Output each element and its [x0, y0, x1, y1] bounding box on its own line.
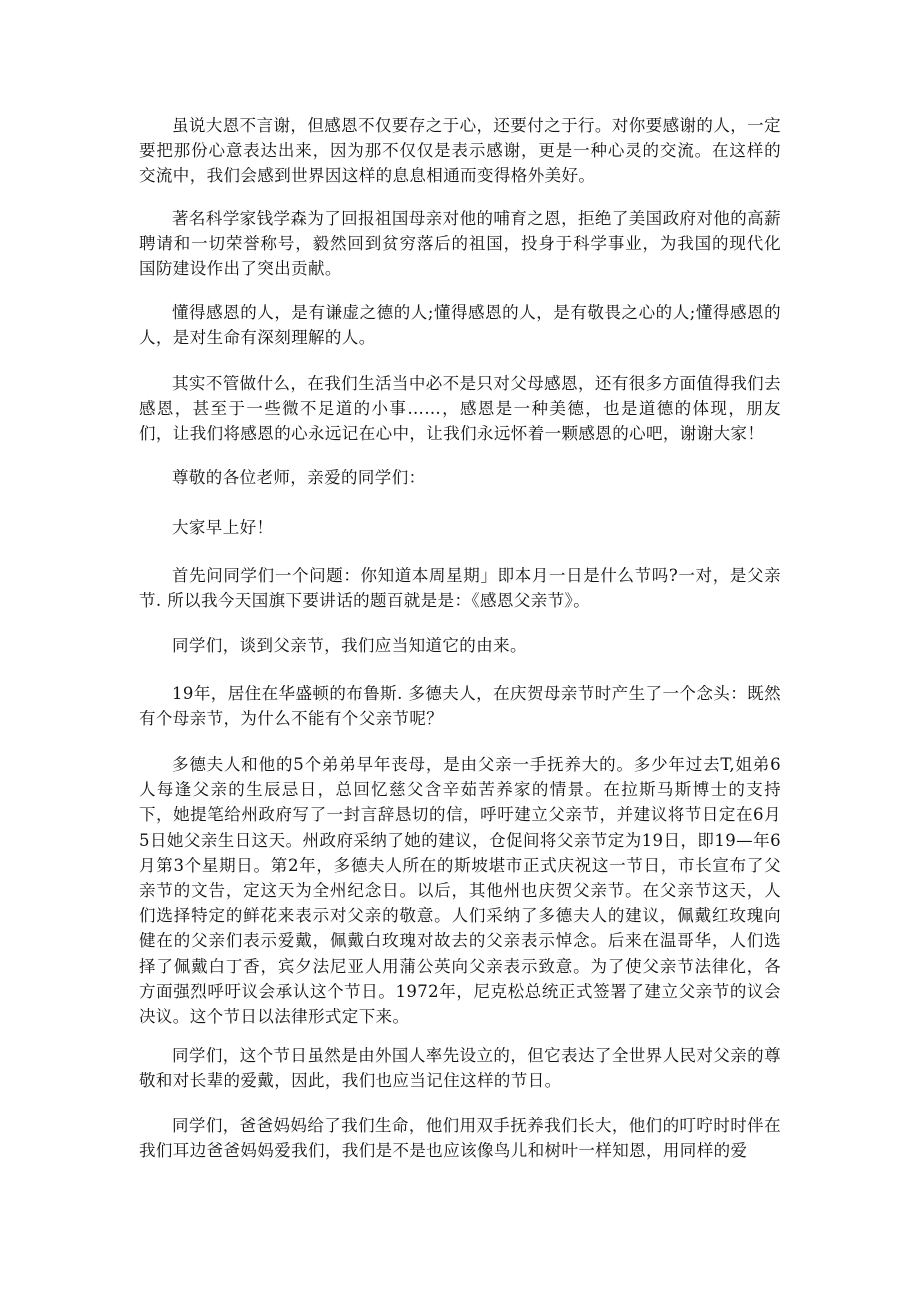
- paragraph-8: 同学们，谈到父亲节，我们应当知道它的由来。: [172, 636, 527, 655]
- paragraph-3: 懂得感恩的人，是有谦虚之德的人;懂得感恩的人，是有敬畏之心的人;懂得感恩的人，是对生命有深刻理解的人。: [139, 303, 781, 348]
- paragraph-7: 首先问同学们一个问题：你知道本周星期」即本月一日是什么节吗?一对，是父亲节. 所以我今天国旗下要讲话的题百就是是：《感恩父亲节》。: [139, 566, 781, 611]
- paragraph-5: 尊敬的各位老师，亲爱的同学们：: [172, 468, 426, 487]
- paragraph-4: 其实不管做什么，在我们生活当中必不是只对父母感恩，还有很多方面值得我们去感恩，甚至于一些微不足道的小事……，感恩是一种美德，也是道德的体现，朋友们，让我们将感恩的心永远记在心中，让我们永远怀着一颗感恩的心吧，谢谢大家！: [139, 374, 781, 444]
- paragraph-11: 同学们，这个节日虽然是由外国人率先设立的，但它表达了全世界人民对父亲的尊敬和对长辈的爱戴，因此，我们也应当记住这样的节日。: [139, 1046, 781, 1091]
- paragraph-6: 大家早上好！: [172, 518, 274, 537]
- paragraph-12: 同学们，爸爸妈妈给了我们生命，他们用双手抚养我们长大，他们的叮咛时时伴在我们耳边爸爸妈妈爱我们，我们是不是也应该像鸟儿和树叶一样知恩，用同样的爱: [139, 1116, 781, 1161]
- paragraph-1: 虽说大恩不言谢，但感恩不仅要存之于心，还要付之于行。对你要感谢的人，一定要把那份心意表达出来，因为那不仅仅是表示感谢，更是一种心灵的交流。在这样的交流中，我们会感到世界因这样的息息相通而变得格外美好。: [139, 116, 781, 186]
- paragraph-9: 19年，居住在华盛顿的布鲁斯. 多德夫人，在庆贺母亲节时产生了一个念头：既然有个母亲节，为什么不能有个父亲节呢？: [139, 684, 781, 729]
- paragraph-2: 著名科学家钱学森为了回报祖国母亲对他的哺育之恩，拒绝了美国政府对他的高薪聘请和一切荣誉称号，毅然回到贫穷落后的祖国，投身于科学事业，为我国的现代化国防建设作出了突出贡献。: [139, 209, 781, 279]
- paragraph-10: 多德夫人和他的5个弟弟早年丧母，是由父亲一手抚养大的。多少年过去T,姐弟6人每逢父亲的生辰忌日，总回忆慈父含辛茹苦养家的情景。在拉斯马斯博士的支持下，她提笔给州政府写了一封言辞恳切的信，呼吁建立父亲节，并建议将节日定在6月5日她父亲生日这天。州政府采纳了她的建议，仓促间将父亲节定为19日，即19—年6月第3个星期日。第2年，多德夫人所在的斯坡堪市正式庆祝这一节日，市长宣布了父亲节的文告，定这天为全州纪念日。以后，其他州也庆贺父亲节。在父亲节这天，人们选择特定的鲜花来表示对父亲的敬意。人们采纳了多德夫人的建议，佩戴红玫瑰向健在的父亲们表示爱戴，佩戴白玫瑰对故去的父亲表示悼念。后来在温哥华，人们选择了佩戴白丁香，宾夕法尼亚人用蒲公英向父亲表示致意。为了使父亲节法律化，各方面强烈呼吁议会承认这个节日。1972年，尼克松总统正式签署了建立父亲节的议会决议。这个节日以法律形式定下来。: [139, 755, 781, 1027]
